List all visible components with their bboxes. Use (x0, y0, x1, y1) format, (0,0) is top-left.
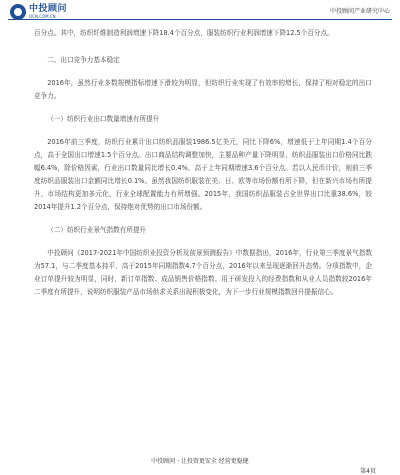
intro-paragraph: 百分点。其中，纺织纤维制造利润增速下降18.4个百分点，服装纺织行业利润增速下降12.5个百分点。 (34, 29, 334, 37)
header-title: 中投顾问产业研究中心 (329, 8, 390, 15)
logo-domain: OCN.COM.CN (29, 14, 56, 19)
header-divider (8, 19, 392, 20)
logo-name: 中投顾问 (29, 4, 68, 14)
page-number: 第4页 (360, 468, 376, 475)
subsection-2-paragraph: 中投顾问《2017-2021年中国纺织业投资分析及前景预测报告》中数据指出，2016年，行业第三季度景气指数为57.1，与二季度基本持平，高于2015年同期指数4.7个百分点，2016年以来呈现逐渐回升态势。分项指数中，企业订单提升较为明显，同时，新订单指数、成品销售价格指数、用于研发投入的经费指数和从业人员指数较2016年二季度有所提升，说明纺织服装产品市场供求关系出现积极变化，为下一步行业规模指数回升提振信心。 (34, 249, 372, 296)
page-footer (0, 452, 400, 475)
subsection-heading-1: （一）纺织行业出口数量增速有所提升 (47, 115, 160, 123)
subsection-heading-2: （二）纺织行业景气指数有所提升 (47, 226, 147, 234)
page-header (0, 0, 400, 30)
logo-circle-icon (10, 4, 26, 20)
subsection-1-paragraph: 2016年前三季度，纺织行业累计出口纺织品服装1986.5亿美元，同比下降6%，增速低于上年同期1.4个百分点，高于全国出口增速1.5个百分点。出口商品结构调整加快，主要品种产量下降明显，纺织品服装出口价格同比跌幅6.4%，除价格因素，行业出口数量同比增长0.4%，高于上年同期增速3.6个百分点。若以人民币计价，则前三季度纺织品服装出口金额同比增长0.1%。虽然我国纺织服装在美、日、欧等市场份额有所下降，但在新兴市场有所提升，市场结构更加多元化，行业全球配置能力有所增强。2015年，我国纺织品服装占全世界出口比重38.6%，较2014年提升1.2个百分点，保持绝对优势的出口市场份额。 (34, 138, 372, 211)
footer-slogan: 中投顾问 · 让投资更安全 经营更稳健 (151, 458, 249, 465)
section-heading-2: 二、出口竞争力基本稳定 (47, 56, 120, 64)
document-body (34, 27, 372, 299)
section-2-paragraph: 2016年，虽然行业多数规模指标增速下滑较为明显，但纺织行业实现了有效率的增长，保持了相对稳定的出口竞争力。 (34, 79, 372, 100)
